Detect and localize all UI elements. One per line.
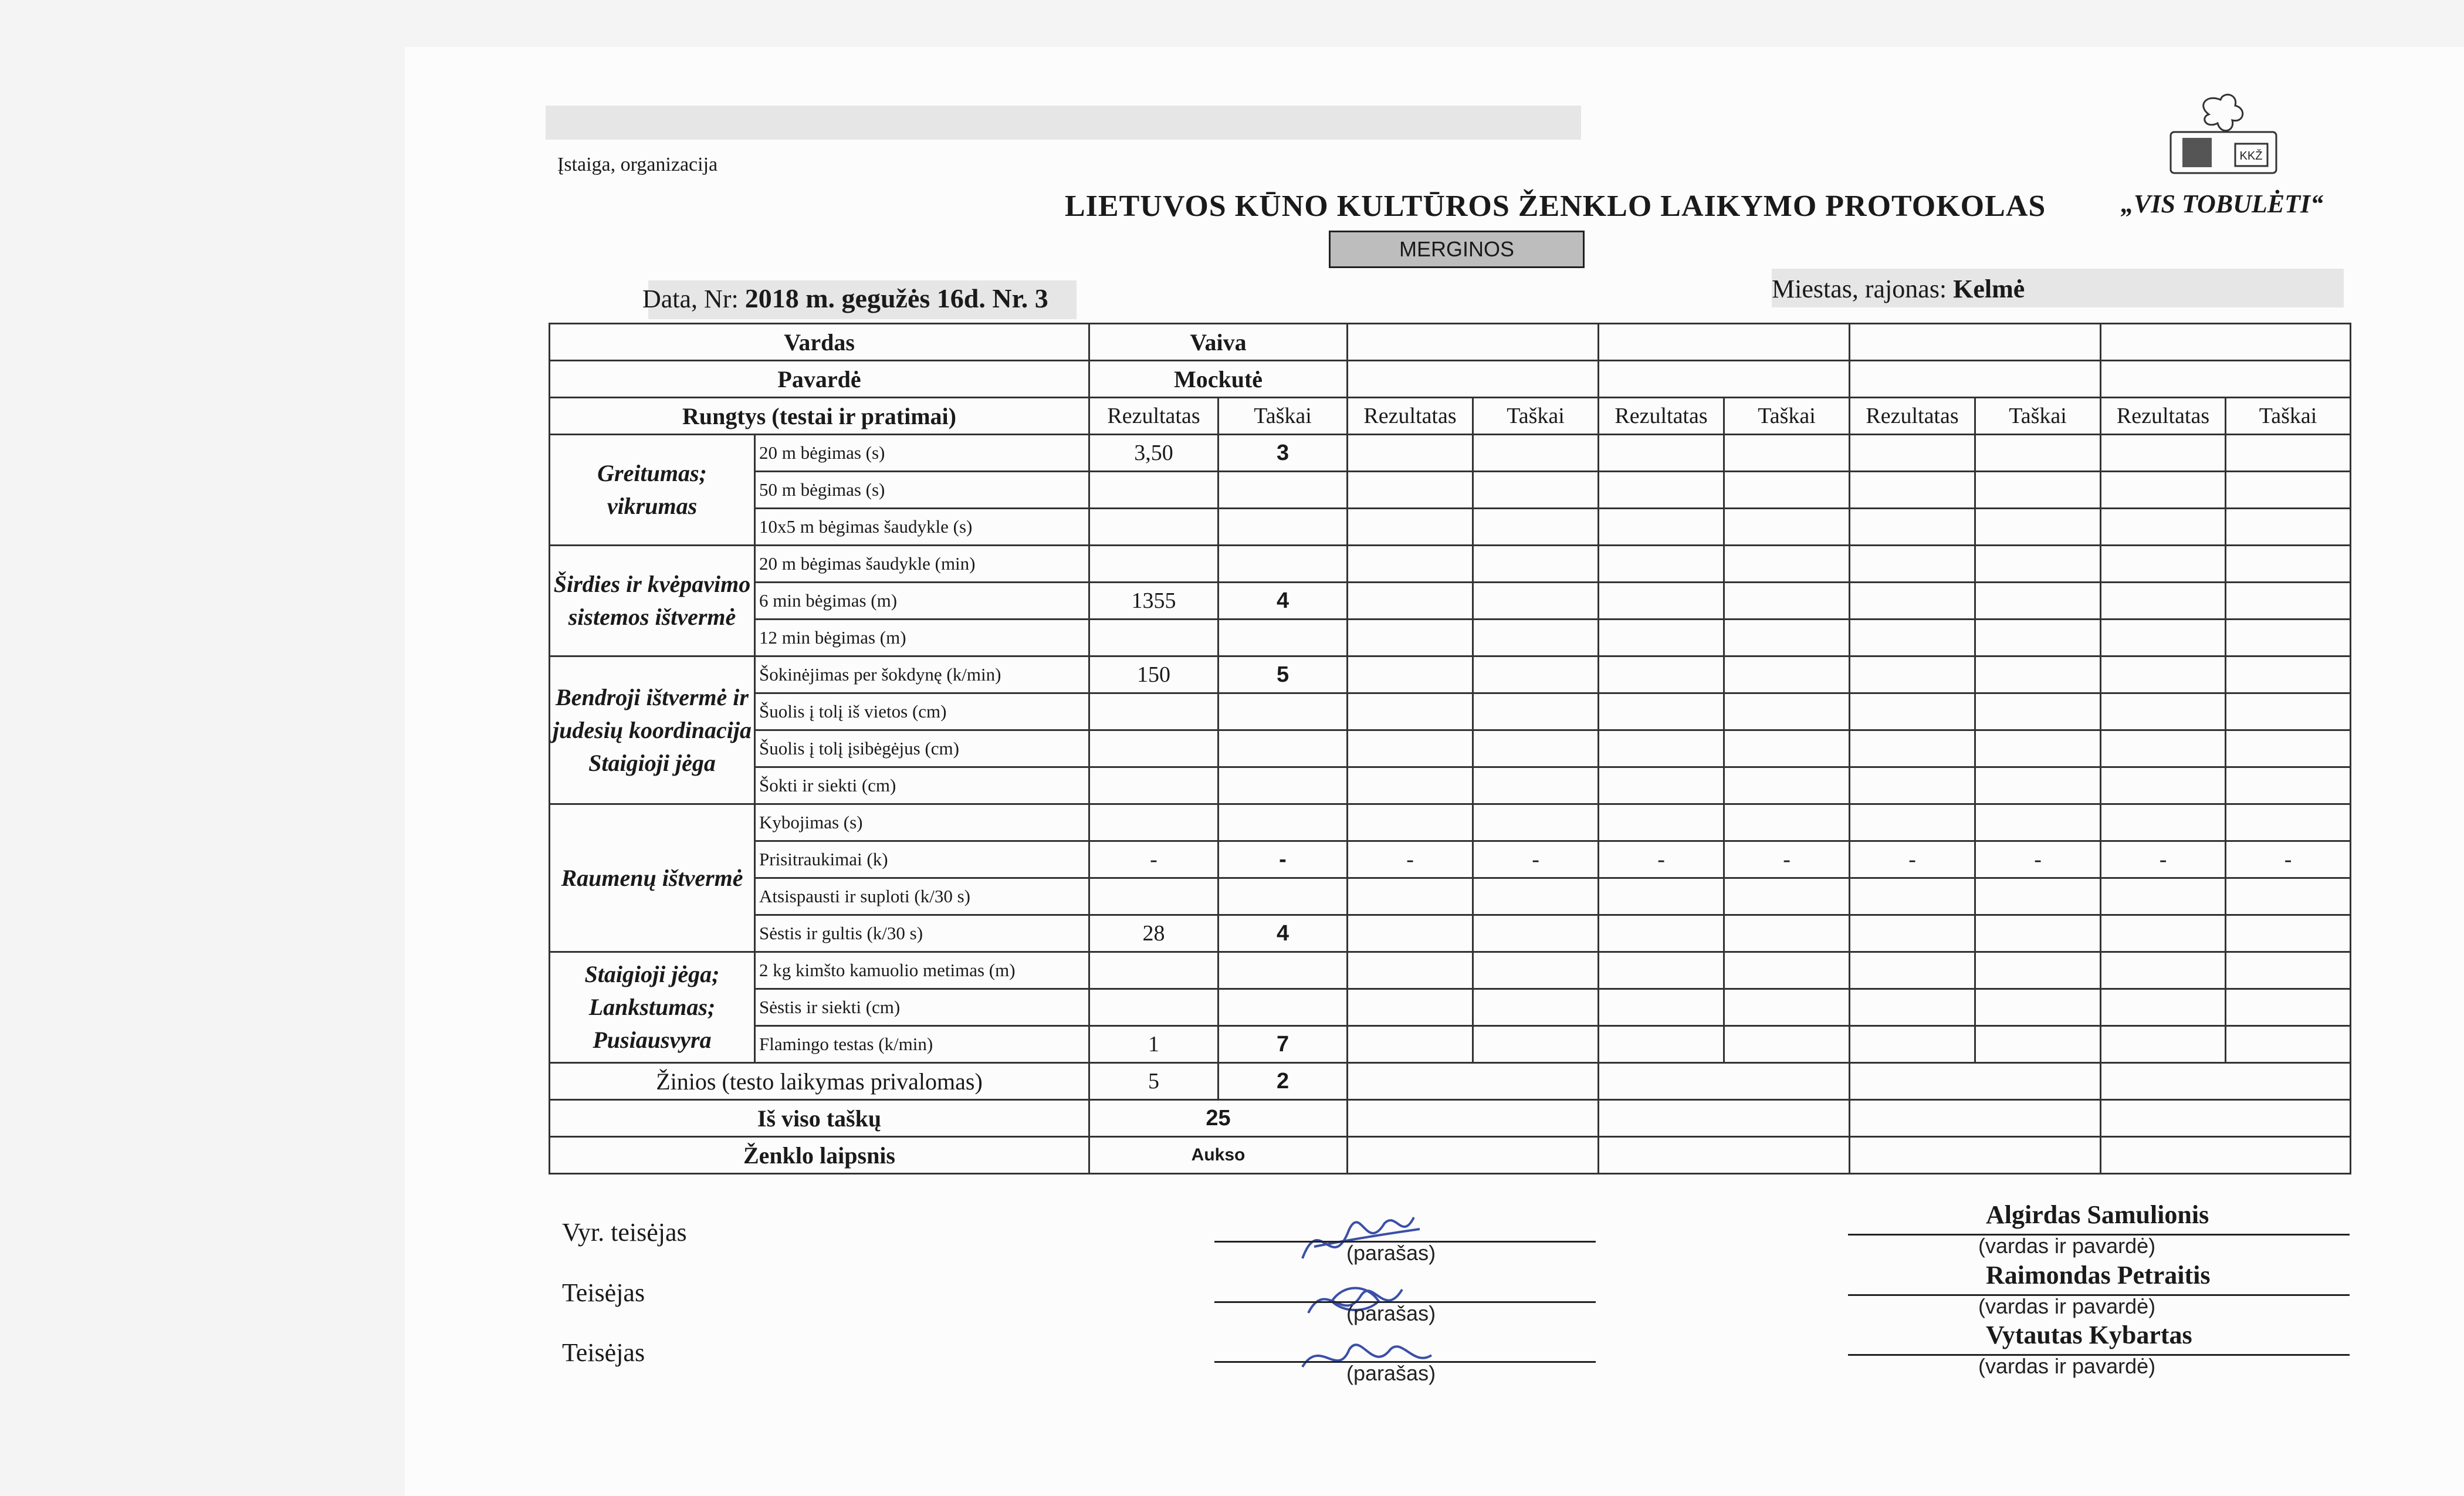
empty-cell [2101, 804, 2226, 841]
points-cell [1219, 767, 1348, 804]
empty-cell [2101, 472, 2226, 509]
empty-cell [1724, 546, 1850, 583]
result-cell: 150 [1089, 656, 1219, 693]
table-row [550, 989, 2351, 1026]
result-cell [1089, 693, 1219, 730]
empty-cell [2101, 878, 2226, 915]
empty-cell [1975, 656, 2101, 693]
empty-cell [1473, 952, 1599, 989]
total-label: Iš viso taškų [550, 1100, 1089, 1137]
city-label: Miestas, rajonas: [1772, 275, 1947, 303]
points-cell [1219, 620, 1348, 656]
test-name: 20 m bėgimas (s) [755, 435, 1089, 472]
empty-cell [1975, 767, 2101, 804]
dash-cell: - [2101, 841, 2226, 878]
points-cell [1219, 989, 1348, 1026]
empty-cell [1473, 804, 1599, 841]
empty-cell [1975, 509, 2101, 546]
result-column-header: Rezultatas [1850, 398, 1975, 435]
table-row [550, 509, 2351, 546]
points-column-header: Taškai [2226, 398, 2351, 435]
table-row [550, 952, 2351, 989]
empty-cell [1724, 509, 1850, 546]
empty-cell [2101, 915, 2226, 952]
empty-cell [1599, 915, 1724, 952]
empty-cell [1599, 324, 1850, 361]
empty-cell [2226, 583, 2351, 620]
judge-role: Teisėjas [562, 1278, 645, 1307]
empty-cell [1850, 1063, 2101, 1100]
empty-cell [1599, 472, 1724, 509]
table-row [550, 435, 2351, 472]
empty-cell [2226, 804, 2351, 841]
result-column-header: Rezultatas [2101, 398, 2226, 435]
judge-role: Teisėjas [562, 1338, 645, 1367]
empty-cell [1724, 878, 1850, 915]
empty-cell [1599, 878, 1724, 915]
points-cell [1219, 509, 1348, 546]
empty-cell [1599, 693, 1724, 730]
empty-cell [1850, 546, 1975, 583]
result-cell [1089, 989, 1219, 1026]
empty-cell [1348, 1100, 1599, 1137]
empty-cell [1724, 767, 1850, 804]
empty-cell [1473, 546, 1599, 583]
empty-cell [2101, 656, 2226, 693]
empty-cell [1473, 509, 1599, 546]
institution-label: Įstaiga, organizacija [557, 154, 718, 175]
points-cell [1219, 472, 1348, 509]
empty-cell [1473, 1026, 1599, 1063]
name-caption: (vardas ir pavardė) [1978, 1354, 2156, 1378]
logo-text: KKŽ [2239, 150, 2263, 163]
test-name: Flamingo testas (k/min) [755, 1026, 1089, 1063]
empty-cell [2101, 435, 2226, 472]
test-group-label: Raumenų ištvermė [550, 804, 755, 952]
empty-cell [1348, 989, 1473, 1026]
empty-cell [2101, 730, 2226, 767]
empty-cell [1599, 361, 1850, 398]
participant-pavarde: Mockutė [1089, 361, 1348, 398]
table-row [550, 841, 2351, 878]
group-badge: MERGINOS [1329, 231, 1585, 268]
name-caption: (vardas ir pavardė) [1978, 1294, 2156, 1318]
empty-cell [1348, 915, 1473, 952]
laipsnis-value: Aukso [1089, 1137, 1348, 1174]
result-cell: 3,50 [1089, 435, 1219, 472]
empty-cell [1975, 693, 2101, 730]
test-name: 20 m bėgimas šaudykle (min) [755, 546, 1089, 583]
empty-cell [1850, 1026, 1975, 1063]
empty-cell [1850, 693, 1975, 730]
empty-cell [2226, 952, 2351, 989]
empty-cell [1599, 656, 1724, 693]
table-row [550, 656, 2351, 693]
empty-cell [1975, 435, 2101, 472]
empty-cell [1348, 509, 1473, 546]
points-cell [1219, 804, 1348, 841]
test-name: Sėstis ir siekti (cm) [755, 989, 1089, 1026]
test-group-label: Greitumas; vikrumas [550, 435, 755, 546]
motto: „VIS TOBULĖTI“ [2121, 189, 2324, 218]
empty-cell [1599, 1063, 1850, 1100]
empty-cell [1473, 915, 1599, 952]
empty-cell [1348, 546, 1473, 583]
empty-cell [1348, 435, 1473, 472]
empty-cell [1850, 878, 1975, 915]
empty-cell [1348, 952, 1473, 989]
city-value: Kelmė [1953, 275, 2025, 303]
empty-cell [1348, 804, 1473, 841]
empty-cell [1348, 656, 1473, 693]
test-name: 50 m bėgimas (s) [755, 472, 1089, 509]
scan-shade [546, 106, 1581, 140]
empty-cell [1348, 1063, 1599, 1100]
empty-cell [1473, 989, 1599, 1026]
empty-cell [1599, 620, 1724, 656]
protocol-table [549, 323, 2351, 1175]
empty-cell [1473, 693, 1599, 730]
empty-cell [1850, 620, 1975, 656]
empty-cell [1473, 583, 1599, 620]
dash-cell: - [1724, 841, 1850, 878]
empty-cell [1975, 804, 2101, 841]
empty-cell [2101, 767, 2226, 804]
table-row [550, 620, 2351, 656]
empty-cell [1599, 1137, 1850, 1174]
empty-cell [1348, 730, 1473, 767]
table-row [550, 878, 2351, 915]
date-field [642, 283, 1048, 314]
empty-cell [1599, 435, 1724, 472]
test-name: 6 min bėgimas (m) [755, 583, 1089, 620]
test-name: 10x5 m bėgimas šaudykle (s) [755, 509, 1089, 546]
result-column-header: Rezultatas [1599, 398, 1724, 435]
page-title: LIETUVOS KŪNO KULTŪROS ŽENKLO LAIKYMO PROTOKOLAS [1065, 189, 2046, 223]
points-column-header: Taškai [1975, 398, 2101, 435]
empty-cell [1850, 656, 1975, 693]
empty-cell [1975, 952, 2101, 989]
empty-cell [1473, 878, 1599, 915]
empty-cell [1599, 989, 1724, 1026]
empty-cell [1724, 435, 1850, 472]
empty-cell [1975, 878, 2101, 915]
result-cell [1089, 878, 1219, 915]
empty-cell [1724, 1026, 1850, 1063]
test-name: Šuolis į tolį iš vietos (cm) [755, 693, 1089, 730]
result-cell: 1 [1089, 1026, 1219, 1063]
laipsnis-label: Ženklo laipsnis [550, 1137, 1089, 1174]
empty-cell [1724, 804, 1850, 841]
test-name: Šuolis į tolį įsibėgėjus (cm) [755, 730, 1089, 767]
result-column-header: Rezultatas [1348, 398, 1473, 435]
empty-cell [1850, 324, 2101, 361]
table-row [550, 693, 2351, 730]
empty-cell [1599, 546, 1724, 583]
points-cell: 5 [1219, 656, 1348, 693]
empty-cell [1473, 656, 1599, 693]
judge-role: Vyr. teisėjas [562, 1218, 687, 1247]
points-cell [1219, 693, 1348, 730]
name-caption: (vardas ir pavardė) [1978, 1234, 2156, 1258]
empty-cell [1348, 472, 1473, 509]
points-cell [1219, 952, 1348, 989]
empty-cell [1473, 472, 1599, 509]
empty-cell [1850, 1137, 2101, 1174]
table-row [550, 915, 2351, 952]
date-value: 2018 m. gegužės 16d. Nr. 3 [744, 283, 1048, 313]
result-cell [1089, 804, 1219, 841]
table-row [550, 472, 2351, 509]
table-row [550, 730, 2351, 767]
test-group-label: Staigioji jėga; Lankstumas; Pusiausvyra [550, 952, 755, 1063]
empty-cell [1724, 952, 1850, 989]
empty-cell [1850, 1100, 2101, 1137]
dash-cell: - [1473, 841, 1599, 878]
ziniu-points: 2 [1219, 1063, 1348, 1100]
empty-cell [2101, 952, 2226, 989]
empty-cell [1850, 989, 1975, 1026]
empty-cell [2226, 767, 2351, 804]
result-cell [1089, 546, 1219, 583]
empty-cell [1975, 1026, 2101, 1063]
empty-cell [1975, 915, 2101, 952]
empty-cell [1724, 989, 1850, 1026]
empty-cell [2101, 1026, 2226, 1063]
participant-vardas: Vaiva [1089, 324, 1348, 361]
result-cell [1089, 952, 1219, 989]
test-name: Šokinėjimas per šokdynę (k/min) [755, 656, 1089, 693]
empty-cell [2101, 583, 2226, 620]
empty-cell [2101, 1063, 2351, 1100]
test-name: 12 min bėgimas (m) [755, 620, 1089, 656]
empty-cell [2101, 324, 2351, 361]
empty-cell [2101, 1100, 2351, 1137]
ziniu-result: 5 [1089, 1063, 1219, 1100]
empty-cell [1850, 583, 1975, 620]
empty-cell [1599, 730, 1724, 767]
empty-cell [1975, 546, 2101, 583]
empty-cell [1348, 693, 1473, 730]
empty-cell [1850, 435, 1975, 472]
test-name: Atsispausti ir suploti (k/30 s) [755, 878, 1089, 915]
empty-cell [1850, 509, 1975, 546]
empty-cell [1975, 620, 2101, 656]
test-group-label: Širdies ir kvėpavimo sistemos ištvermė [550, 546, 755, 656]
empty-cell [1599, 583, 1724, 620]
dash-cell: - [1348, 841, 1473, 878]
empty-cell [2101, 989, 2226, 1026]
dash-cell: - [1850, 841, 1975, 878]
test-name: 2 kg kimšto kamuolio metimas (m) [755, 952, 1089, 989]
empty-cell [1724, 693, 1850, 730]
judge-name: Raimondas Petraitis [1986, 1261, 2211, 1289]
empty-cell [1850, 915, 1975, 952]
empty-cell [1348, 767, 1473, 804]
empty-cell [1975, 730, 2101, 767]
points-cell: - [1219, 841, 1348, 878]
city-field [1772, 274, 2025, 304]
empty-cell [2226, 435, 2351, 472]
signature-caption: (parašas) [1346, 1361, 1436, 1385]
empty-cell [1348, 878, 1473, 915]
rungtys-header: Rungtys (testai ir pratimai) [550, 398, 1089, 435]
table-row [550, 804, 2351, 841]
points-cell: 4 [1219, 915, 1348, 952]
points-cell [1219, 878, 1348, 915]
empty-cell [1850, 767, 1975, 804]
empty-cell [2226, 656, 2351, 693]
result-cell [1089, 509, 1219, 546]
empty-cell [2226, 509, 2351, 546]
empty-cell [1473, 435, 1599, 472]
result-cell: - [1089, 841, 1219, 878]
empty-cell [1975, 989, 2101, 1026]
test-name: Sėstis ir gultis (k/30 s) [755, 915, 1089, 952]
empty-cell [1724, 620, 1850, 656]
empty-cell [1724, 472, 1850, 509]
empty-cell [1724, 583, 1850, 620]
empty-cell [1348, 324, 1599, 361]
empty-cell [2226, 620, 2351, 656]
empty-cell [1975, 583, 2101, 620]
empty-cell [1850, 472, 1975, 509]
empty-cell [1599, 767, 1724, 804]
points-column-header: Taškai [1724, 398, 1850, 435]
points-cell [1219, 546, 1348, 583]
empty-cell [1473, 730, 1599, 767]
empty-cell [2226, 915, 2351, 952]
date-label: Data, Nr: [642, 285, 739, 313]
test-name: Šokti ir siekti (cm) [755, 767, 1089, 804]
dash-cell: - [1599, 841, 1724, 878]
dash-cell: - [1975, 841, 2101, 878]
table-row [550, 546, 2351, 583]
test-name: Kybojimas (s) [755, 804, 1089, 841]
empty-cell [2101, 693, 2226, 730]
result-cell [1089, 472, 1219, 509]
empty-cell [1599, 1026, 1724, 1063]
signature-caption: (parašas) [1346, 1241, 1436, 1265]
points-cell: 7 [1219, 1026, 1348, 1063]
empty-cell [1599, 509, 1724, 546]
result-cell [1089, 730, 1219, 767]
judge-name: Algirdas Samulionis [1986, 1200, 2209, 1229]
points-cell: 4 [1219, 583, 1348, 620]
empty-cell [1348, 1026, 1473, 1063]
signature-caption: (parašas) [1346, 1301, 1436, 1325]
empty-cell [1599, 952, 1724, 989]
empty-cell [2226, 989, 2351, 1026]
total-value: 25 [1089, 1100, 1348, 1137]
empty-cell [1473, 620, 1599, 656]
points-cell [1219, 730, 1348, 767]
empty-cell [2226, 546, 2351, 583]
test-group-label: Bendroji ištvermė ir judesių koordinacija Staigioji jėga [550, 656, 755, 804]
points-cell: 3 [1219, 435, 1348, 472]
ziniu-label: Žinios (testo laikymas privalomas) [550, 1063, 1089, 1100]
vardas-header: Vardas [550, 324, 1089, 361]
empty-cell [1724, 656, 1850, 693]
empty-cell [1724, 915, 1850, 952]
pavarde-header: Pavardė [550, 361, 1089, 398]
empty-cell [2101, 361, 2351, 398]
empty-cell [1599, 804, 1724, 841]
table-row [550, 583, 2351, 620]
result-cell [1089, 620, 1219, 656]
empty-cell [1473, 767, 1599, 804]
empty-cell [1348, 620, 1473, 656]
empty-cell [2226, 1026, 2351, 1063]
empty-cell [1348, 1137, 1599, 1174]
empty-cell [2101, 509, 2226, 546]
empty-cell [2101, 546, 2226, 583]
points-column-header: Taškai [1473, 398, 1599, 435]
result-cell: 1355 [1089, 583, 1219, 620]
table-row [550, 1026, 2351, 1063]
kkz-emblem-logo [2165, 88, 2282, 182]
table-row [550, 767, 2351, 804]
result-column-header: Rezultatas [1089, 398, 1219, 435]
empty-cell [2226, 878, 2351, 915]
points-column-header: Taškai [1219, 398, 1348, 435]
empty-cell [1348, 361, 1599, 398]
empty-cell [2101, 1137, 2351, 1174]
empty-cell [2101, 620, 2226, 656]
empty-cell [1850, 730, 1975, 767]
empty-cell [1850, 952, 1975, 989]
result-cell [1089, 767, 1219, 804]
empty-cell [1599, 1100, 1850, 1137]
empty-cell [1850, 804, 1975, 841]
result-cell: 28 [1089, 915, 1219, 952]
empty-cell [1348, 583, 1473, 620]
judge-name: Vytautas Kybartas [1986, 1321, 2192, 1349]
empty-cell [2226, 730, 2351, 767]
empty-cell [2226, 693, 2351, 730]
empty-cell [1975, 472, 2101, 509]
dash-cell: - [2226, 841, 2351, 878]
test-name: Prisitraukimai (k) [755, 841, 1089, 878]
empty-cell [1724, 730, 1850, 767]
empty-cell [1850, 361, 2101, 398]
empty-cell [2226, 472, 2351, 509]
